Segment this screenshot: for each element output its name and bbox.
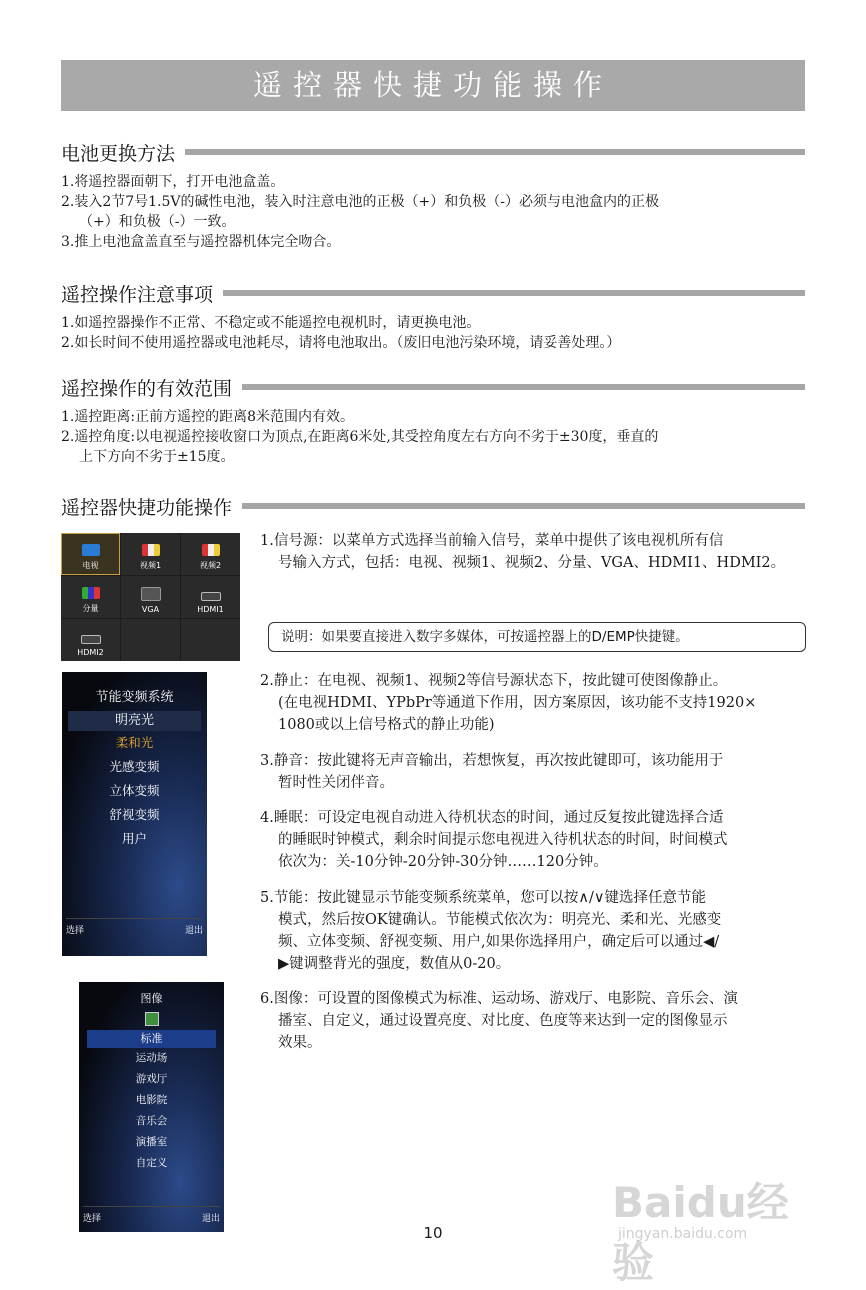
exit-hint: 退出 xyxy=(201,1214,220,1224)
remote-notes xyxy=(61,313,805,353)
section-rule xyxy=(223,290,805,296)
text-line: 播室、自定义，通过设置亮度、对比度、色度等来达到一定的图像显示 xyxy=(278,1013,728,1029)
text-line: 2.静止：在电视、视频1、视频2等信号源状态下，按此键可使图像静止。 xyxy=(260,673,728,689)
picture-icon xyxy=(145,1012,159,1026)
menu-item: 用户 xyxy=(121,831,147,846)
text-line: 2.遥控角度:以电视遥控接收窗口为顶点,在距离6米处,其受控角度左右方向不劣于±30度，垂直的 xyxy=(61,429,659,445)
empty-tile xyxy=(121,619,180,661)
section-rule xyxy=(242,503,805,509)
item-mute xyxy=(260,750,808,794)
text-line: 1.如遥控器操作不正常、不稳定或不能遥控电视机时，请更换电池。 xyxy=(61,315,481,331)
text-line: 1.将遥控器面朝下，打开电池盒盖。 xyxy=(61,174,285,190)
menu-item: 柔和光 xyxy=(115,735,154,750)
menu-title: 图像 xyxy=(140,992,163,1005)
text-line: 1.遥控距离:正前方遥控的距离8米范围内有效。 xyxy=(61,409,354,425)
item-sleep xyxy=(260,807,808,873)
hdmi-icon xyxy=(201,592,221,601)
source-tile: 视频2 xyxy=(181,533,240,575)
text-line: 3.推上电池盒盖直至与遥控器机体完全吻合。 xyxy=(61,234,341,250)
av-icon xyxy=(142,544,160,556)
watermark-brand: Baidu经验 xyxy=(612,1178,789,1287)
text-line: 暂时性关闭伴音。 xyxy=(278,775,394,791)
menu-item: 舒视变频 xyxy=(109,807,160,822)
menu-item: 音乐会 xyxy=(135,1115,168,1127)
menu-item: 立体变频 xyxy=(109,783,160,798)
text-line: 3.静音：按此键将无声音输出，若想恢复，再次按此键即可，该功能用于 xyxy=(260,753,724,769)
picture-menu-image xyxy=(79,982,224,1232)
source-tile: 分量 xyxy=(61,576,120,618)
page-banner: 遥控器快捷功能操作 xyxy=(61,60,805,111)
section-heading-range xyxy=(61,374,805,400)
text-line: 依次为：关-10分钟-20分钟-30分钟……120分钟。 xyxy=(278,854,608,870)
menu-title: 节能变频系统 xyxy=(95,690,174,705)
text-line: 2.装入2节7号1.5V的碱性电池，装入时注意电池的正极（+）和负极（-）必须与电池盒内的正极 xyxy=(61,194,660,210)
menu-item: 自定义 xyxy=(135,1157,168,1169)
empty-tile xyxy=(181,619,240,661)
select-hint: 选择 xyxy=(83,1214,102,1224)
menu-item: 电影院 xyxy=(135,1094,168,1106)
text-line: 5.节能：按此键显示节能变频系统菜单，您可以按∧/∨键选择任意节能 xyxy=(260,890,706,906)
text-line: 号输入方式，包括：电视、视频1、视频2、分量、VGA、HDMI1、HDMI2。 xyxy=(278,555,786,571)
menu-item: 演播室 xyxy=(135,1136,168,1148)
select-hint: 选择 xyxy=(66,926,85,936)
section-heading-shortcuts xyxy=(61,493,805,519)
text-line: 模式，然后按OK键确认。节能模式依次为：明亮光、柔和光、光感变 xyxy=(278,912,722,928)
vga-icon xyxy=(141,587,161,601)
text-line: 效果。 xyxy=(278,1035,322,1051)
menu-footer xyxy=(66,918,203,936)
energy-menu-image xyxy=(62,672,207,956)
section-rule xyxy=(242,384,805,390)
source-tile: 视频1 xyxy=(121,533,180,575)
tv-icon xyxy=(82,544,100,556)
section-title: 遥控器快捷功能操作 xyxy=(61,496,233,519)
av-icon xyxy=(202,544,220,556)
text-line: (在电视HDMI、YPbPr等通道下作用，因方案原因，该功能不支持1920× xyxy=(278,695,757,711)
section-heading-battery xyxy=(61,139,805,165)
text-line: 的睡眠时钟模式，剩余时间提示您电视进入待机状态的时间，时间模式 xyxy=(278,832,728,848)
component-icon xyxy=(82,587,100,599)
text-line: 2.如长时间不使用遥控器或电池耗尽，请将电池取出。（废旧电池污染环境，请妥善处理。） xyxy=(61,335,621,351)
menu-footer xyxy=(83,1206,220,1224)
item-energy xyxy=(260,887,808,975)
menu-item: 标准 xyxy=(87,1030,216,1048)
section-title: 电池更换方法 xyxy=(61,142,176,165)
menu-item: 明亮光 xyxy=(68,711,201,731)
text-line: （+）和负极（-）一致。 xyxy=(79,214,236,230)
watermark-url: jingyan.baidu.com xyxy=(618,1226,748,1242)
text-line: 频、立体变频、舒视变频、用户,如果你选择用户，确定后可以通过◀/ xyxy=(278,934,720,950)
exit-hint: 退出 xyxy=(184,926,203,936)
section-heading-remote-notes xyxy=(61,280,805,306)
page-number: 10 xyxy=(423,1224,443,1242)
menu-item: 运动场 xyxy=(135,1052,168,1064)
text-line: 1.信号源：以菜单方式选择当前输入信号，菜单中提供了该电视机所有信 xyxy=(260,533,724,549)
text-line: 上下方向不劣于±15度。 xyxy=(79,449,235,465)
item-source xyxy=(260,530,808,574)
hdmi-icon xyxy=(81,635,101,644)
item-picture xyxy=(260,988,808,1054)
source-menu-image xyxy=(61,533,240,661)
battery-steps xyxy=(61,172,805,252)
section-rule xyxy=(185,149,805,155)
source-tile: HDMI2 xyxy=(61,619,120,661)
section-title: 遥控操作的有效范围 xyxy=(61,377,233,400)
range-text xyxy=(61,407,805,467)
section-title: 遥控操作注意事项 xyxy=(61,283,214,306)
text-line: 4.睡眠：可设定电视自动进入待机状态的时间，通过反复按此键选择合适 xyxy=(260,810,724,826)
text-line: 1080或以上信号格式的静止功能) xyxy=(278,717,495,733)
text-line: ▶键调整背光的强度，数值从0-20。 xyxy=(278,956,511,972)
source-tile: 电视 xyxy=(61,533,120,575)
source-tile: HDMI1 xyxy=(181,576,240,618)
menu-item: 光感变频 xyxy=(109,759,160,774)
source-tile: VGA xyxy=(121,576,180,618)
item-freeze xyxy=(260,670,808,736)
note-box: 说明：如果要直接进入数字多媒体，可按遥控器上的D/EMP快捷键。 xyxy=(268,622,806,652)
menu-item: 游戏厅 xyxy=(135,1073,168,1085)
text-line: 6.图像：可设置的图像模式为标准、运动场、游戏厅、电影院、音乐会、演 xyxy=(260,991,738,1007)
